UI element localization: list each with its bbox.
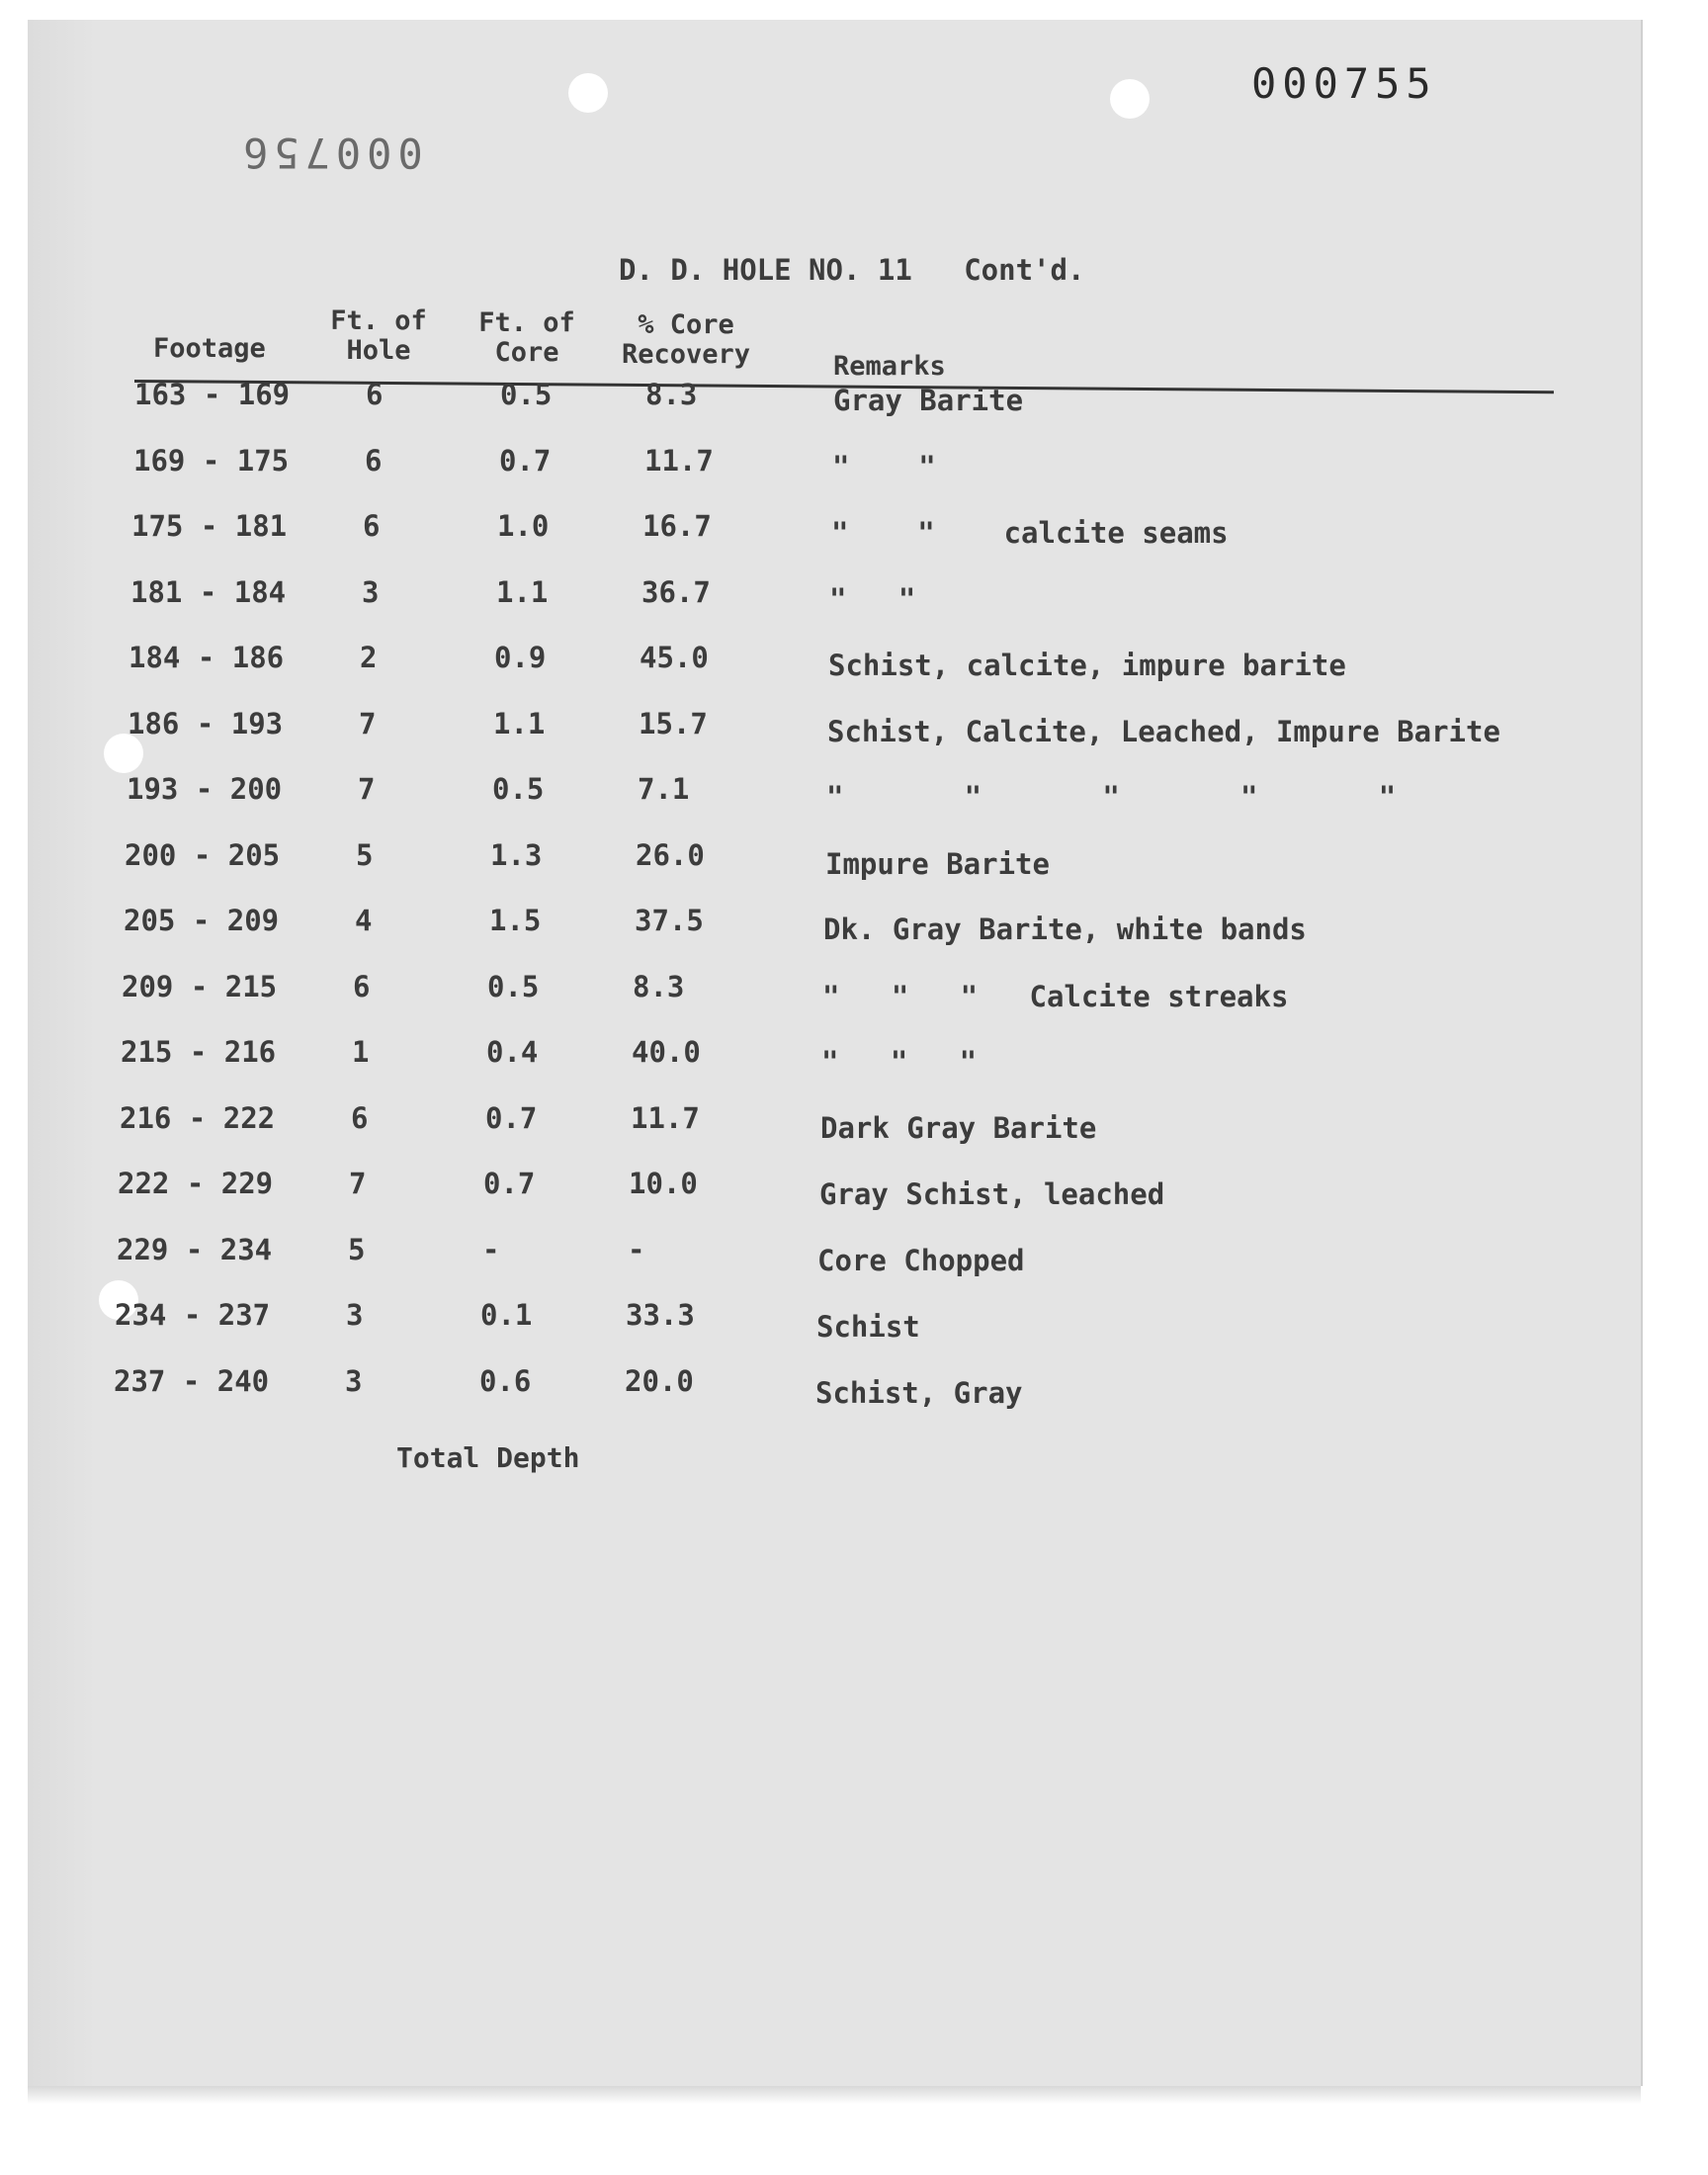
footage-cell: 175 - 181 — [131, 509, 288, 543]
remarks-cell: Schist, Calcite, Leached, Impure Barite — [827, 714, 1500, 748]
ft-hole-cell: 2 — [360, 641, 378, 674]
ft-hole-cell: 6 — [351, 1100, 369, 1135]
remarks-cell: " " " " " — [826, 780, 1397, 814]
page-bottom-shadow — [28, 2086, 1641, 2104]
footage-cell: 222 - 229 — [118, 1167, 274, 1200]
ft-hole-cell: 6 — [366, 378, 384, 411]
remarks-cell: Schist, Gray — [815, 1375, 1023, 1410]
footage-cell: 193 - 200 — [127, 772, 283, 806]
ft-hole-cell: 3 — [345, 1363, 363, 1398]
footage-cell: 229 - 234 — [117, 1232, 273, 1266]
ft-core-cell: 1.1 — [496, 574, 549, 609]
header-remarks: Remarks — [833, 351, 946, 382]
recovery-cell: - — [628, 1232, 645, 1266]
remarks-cell: " " " Calcite streaks — [822, 979, 1289, 1013]
ft-hole-cell: 7 — [359, 706, 377, 740]
recovery-cell: 16.7 — [642, 509, 712, 543]
recovery-cell: 7.1 — [638, 772, 690, 806]
ft-core-cell: 1.1 — [493, 706, 546, 740]
recovery-cell: 8.3 — [633, 969, 685, 1003]
footage-cell: 205 - 209 — [124, 904, 280, 937]
ft-hole-cell: 1 — [352, 1035, 370, 1069]
remarks-cell: Gray Schist, leached — [819, 1177, 1165, 1211]
remarks-cell: Dark Gray Barite — [820, 1110, 1097, 1145]
ft-core-cell: 0.5 — [492, 772, 545, 806]
total-depth-label: Total Depth — [396, 1441, 580, 1474]
punch-hole-top-right — [1110, 79, 1150, 119]
ft-core-cell: 0.7 — [499, 443, 552, 478]
recovery-cell: 20.0 — [625, 1363, 694, 1398]
punch-hole-top-left — [568, 73, 608, 113]
ft-core-cell: 0.6 — [479, 1363, 532, 1398]
ft-hole-cell: 5 — [348, 1232, 366, 1266]
header-footage: Footage — [153, 333, 266, 364]
ft-hole-cell: 6 — [363, 509, 381, 543]
footage-cell: 181 - 184 — [130, 574, 287, 609]
footage-cell: 163 - 169 — [134, 378, 291, 411]
header-ft-of-core: Ft. of Core — [478, 307, 575, 368]
ft-core-cell: 0.9 — [494, 641, 547, 674]
recovery-cell: 36.7 — [641, 574, 711, 609]
ft-hole-cell: 5 — [356, 837, 374, 872]
ft-hole-cell: 7 — [349, 1167, 367, 1200]
recovery-cell: 10.0 — [629, 1167, 698, 1200]
footage-cell: 209 - 215 — [122, 969, 278, 1003]
header-ft-of-hole: Ft. of Hole — [330, 305, 427, 366]
recovery-cell: 11.7 — [631, 1100, 700, 1135]
ft-core-cell: 0.5 — [500, 378, 553, 411]
footage-cell: 215 - 216 — [121, 1035, 277, 1069]
footage-cell: 234 - 237 — [115, 1298, 271, 1332]
footage-cell: 169 - 175 — [133, 443, 290, 478]
ft-hole-cell: 4 — [355, 904, 373, 937]
recovery-cell: 8.3 — [645, 378, 698, 411]
ft-core-cell: - — [482, 1232, 500, 1266]
remarks-cell: " " — [832, 449, 936, 483]
ft-hole-cell: 6 — [365, 443, 383, 478]
remarks-cell: Impure Barite — [825, 846, 1050, 881]
remarks-cell: " " — [829, 581, 916, 616]
ft-core-cell: 0.7 — [485, 1100, 538, 1135]
header-core-recovery: % Core Recovery — [621, 309, 751, 370]
footage-cell: 186 - 193 — [128, 706, 284, 740]
remarks-cell: Schist, calcite, impure barite — [828, 649, 1346, 682]
document-number: 000755 — [1251, 59, 1437, 108]
footage-cell: 200 - 205 — [125, 837, 281, 872]
footage-cell: 237 - 240 — [114, 1363, 270, 1398]
footage-cell: 184 - 186 — [128, 641, 285, 674]
page-edge-shading — [28, 20, 97, 2086]
footage-cell: 216 - 222 — [120, 1100, 276, 1135]
recovery-cell: 45.0 — [640, 641, 709, 674]
remarks-cell: Core Chopped — [817, 1243, 1025, 1277]
remarks-cell: " " " — [821, 1045, 978, 1079]
recovery-cell: 15.7 — [639, 706, 708, 740]
recovery-cell: 33.3 — [626, 1298, 695, 1332]
ft-hole-cell: 7 — [358, 772, 376, 806]
document-page — [28, 20, 1643, 2086]
recovery-cell: 26.0 — [636, 837, 705, 872]
recovery-cell: 37.5 — [635, 904, 704, 937]
recovery-cell: 40.0 — [632, 1035, 701, 1069]
remarks-cell: " " calcite seams — [831, 516, 1229, 550]
ft-core-cell: 0.5 — [487, 969, 540, 1003]
remarks-cell: Schist — [816, 1310, 920, 1344]
ft-hole-cell: 3 — [362, 574, 380, 609]
ft-core-cell: 0.1 — [480, 1298, 533, 1332]
ft-hole-cell: 3 — [346, 1298, 364, 1332]
document-number-bleed-through: 000756 — [237, 129, 423, 177]
ft-core-cell: 0.7 — [483, 1167, 536, 1200]
ft-hole-cell: 6 — [353, 969, 371, 1003]
page-title: D. D. HOLE NO. 11 Cont'd. — [619, 253, 1085, 287]
ft-core-cell: 0.4 — [486, 1035, 539, 1069]
remarks-cell: Gray Barite — [833, 384, 1024, 417]
ft-core-cell: 1.3 — [490, 837, 543, 872]
ft-core-cell: 1.5 — [489, 904, 542, 937]
ft-core-cell: 1.0 — [497, 509, 550, 543]
recovery-cell: 11.7 — [644, 443, 714, 478]
remarks-cell: Dk. Gray Barite, white bands — [823, 913, 1307, 946]
